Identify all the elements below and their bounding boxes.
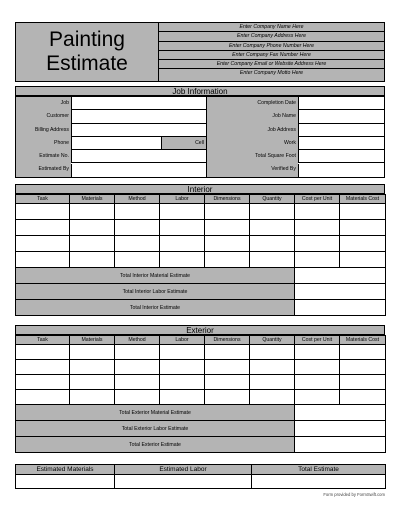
completion-date-input[interactable] bbox=[298, 97, 384, 110]
company-fax-field[interactable]: Enter Company Fax Number Here bbox=[159, 51, 384, 60]
interior-total-labor-row bbox=[16, 284, 386, 300]
table-cell[interactable] bbox=[16, 204, 70, 220]
table-cell[interactable] bbox=[340, 390, 386, 405]
table-cell[interactable] bbox=[250, 220, 295, 236]
interior-col-dimensions: Dimensions bbox=[205, 195, 250, 204]
interior-total-material-row bbox=[16, 268, 386, 284]
table-cell[interactable] bbox=[16, 236, 70, 252]
exterior-col-labor: Labor bbox=[160, 336, 205, 345]
estimated-by-label: Estimated By bbox=[38, 166, 69, 173]
company-motto-field[interactable]: Enter Company Motto Here bbox=[239, 70, 304, 77]
table-cell[interactable] bbox=[70, 390, 115, 405]
table-cell[interactable] bbox=[115, 375, 160, 390]
billing-address-label: Billing Address bbox=[34, 126, 69, 133]
job-input[interactable] bbox=[71, 97, 206, 110]
company-info-box bbox=[159, 22, 385, 82]
table-cell[interactable] bbox=[16, 390, 70, 405]
exterior-col-task: Task bbox=[16, 336, 70, 345]
estimate-no-input[interactable] bbox=[71, 150, 206, 163]
table-row bbox=[16, 390, 386, 405]
table-cell[interactable] bbox=[115, 252, 160, 268]
job-name-label: Job Name bbox=[272, 113, 296, 120]
interior-col-materials: Materials bbox=[70, 195, 115, 204]
total-square-foot-label: Total Square Foot bbox=[255, 153, 296, 160]
verified-by-label: Verified By bbox=[271, 166, 296, 173]
table-row bbox=[16, 375, 386, 390]
interior-col-cost-per-unit: Cost per Unit bbox=[295, 195, 340, 204]
table-cell[interactable] bbox=[205, 375, 250, 390]
exterior-col-cost-per-unit: Cost per Unit bbox=[295, 336, 340, 345]
table-cell[interactable] bbox=[70, 375, 115, 390]
interior-total-material-input[interactable] bbox=[295, 268, 386, 284]
table-cell[interactable] bbox=[160, 360, 205, 375]
table-cell[interactable] bbox=[70, 345, 115, 360]
table-cell[interactable] bbox=[16, 360, 70, 375]
table-cell[interactable] bbox=[70, 360, 115, 375]
title-box bbox=[15, 22, 159, 82]
total-estimate-label: Total Estimate bbox=[252, 465, 386, 475]
table-cell[interactable] bbox=[340, 204, 386, 220]
table-cell[interactable] bbox=[295, 390, 340, 405]
interior-total-labor-label: Total Interior Labor Estimate bbox=[16, 284, 295, 300]
table-cell[interactable] bbox=[16, 220, 70, 236]
work-label: Work bbox=[283, 139, 296, 146]
table-cell[interactable] bbox=[70, 220, 115, 236]
interior-column-headers bbox=[16, 195, 386, 204]
table-cell[interactable] bbox=[160, 345, 205, 360]
table-cell[interactable] bbox=[250, 252, 295, 268]
work-input[interactable] bbox=[298, 137, 384, 150]
total-square-foot-input[interactable] bbox=[298, 150, 384, 163]
table-cell[interactable] bbox=[16, 375, 70, 390]
footer-credit: Form provided by FormSwift.com bbox=[323, 492, 385, 497]
table-cell[interactable] bbox=[115, 204, 160, 220]
table-cell[interactable] bbox=[340, 236, 386, 252]
table-cell[interactable] bbox=[340, 252, 386, 268]
table-cell[interactable] bbox=[115, 360, 160, 375]
interior-heading: Interior bbox=[15, 184, 385, 194]
company-address-field[interactable]: Enter Company Address Here bbox=[159, 32, 384, 41]
table-cell[interactable] bbox=[295, 375, 340, 390]
exterior-col-method: Method bbox=[115, 336, 160, 345]
table-row bbox=[16, 252, 386, 268]
table-cell[interactable] bbox=[115, 390, 160, 405]
interior-total-labor-input[interactable] bbox=[295, 284, 386, 300]
table-cell[interactable] bbox=[70, 252, 115, 268]
estimated-materials-input[interactable] bbox=[16, 475, 115, 489]
table-cell[interactable] bbox=[115, 236, 160, 252]
table-cell[interactable] bbox=[205, 345, 250, 360]
table-cell[interactable] bbox=[160, 236, 205, 252]
table-cell[interactable] bbox=[250, 360, 295, 375]
table-cell[interactable] bbox=[16, 252, 70, 268]
table-row bbox=[16, 345, 386, 360]
exterior-col-materials: Materials bbox=[70, 336, 115, 345]
estimated-materials-label: Estimated Materials bbox=[16, 465, 115, 475]
table-cell[interactable] bbox=[295, 252, 340, 268]
exterior-table bbox=[15, 335, 386, 453]
exterior-total-labor-label: Total Exterior Labor Estimate bbox=[16, 421, 295, 437]
table-cell[interactable] bbox=[250, 236, 295, 252]
estimate-no-label: Estimate No. bbox=[39, 153, 69, 160]
table-cell[interactable] bbox=[340, 375, 386, 390]
exterior-total-input[interactable] bbox=[295, 437, 386, 453]
table-cell[interactable] bbox=[70, 204, 115, 220]
table-cell[interactable] bbox=[205, 220, 250, 236]
table-row bbox=[16, 236, 386, 252]
estimated-labor-input[interactable] bbox=[115, 475, 252, 489]
table-cell[interactable] bbox=[160, 252, 205, 268]
table-cell[interactable] bbox=[205, 252, 250, 268]
table-cell[interactable] bbox=[205, 360, 250, 375]
job-address-label: Job Address bbox=[267, 126, 296, 133]
table-cell[interactable] bbox=[160, 204, 205, 220]
phone-label: Phone bbox=[53, 139, 69, 146]
interior-table bbox=[15, 194, 386, 316]
table-cell[interactable] bbox=[295, 345, 340, 360]
estimated-by-input[interactable] bbox=[71, 164, 206, 178]
table-row bbox=[16, 204, 386, 220]
table-cell[interactable] bbox=[16, 345, 70, 360]
table-row bbox=[16, 220, 386, 236]
exterior-total-labor-row bbox=[16, 421, 386, 437]
title-line-2: Estimate bbox=[46, 52, 128, 75]
interior-col-labor: Labor bbox=[160, 195, 205, 204]
table-cell[interactable] bbox=[295, 220, 340, 236]
verified-by-input[interactable] bbox=[298, 164, 384, 178]
table-cell[interactable] bbox=[340, 345, 386, 360]
table-cell[interactable] bbox=[115, 345, 160, 360]
table-cell[interactable] bbox=[70, 236, 115, 252]
exterior-total-row bbox=[16, 437, 386, 453]
table-cell[interactable] bbox=[205, 390, 250, 405]
table-cell[interactable] bbox=[205, 236, 250, 252]
estimated-labor-label: Estimated Labor bbox=[115, 465, 252, 475]
table-row bbox=[16, 360, 386, 375]
table-cell[interactable] bbox=[160, 390, 205, 405]
exterior-heading: Exterior bbox=[15, 325, 385, 335]
interior-col-materials-cost: Materials Cost bbox=[340, 195, 386, 204]
completion-date-label: Completion Date bbox=[257, 100, 296, 106]
summary-table bbox=[15, 464, 386, 489]
exterior-total-label: Total Exterior Estimate bbox=[16, 437, 295, 453]
interior-total-label: Total Interior Estimate bbox=[16, 300, 295, 316]
table-cell[interactable] bbox=[295, 236, 340, 252]
company-phone-field[interactable]: Enter Company Phone Number Here bbox=[159, 42, 384, 51]
customer-label: Customer bbox=[46, 113, 69, 120]
interior-total-material-label: Total Interior Material Estimate bbox=[16, 268, 295, 284]
billing-address-input[interactable] bbox=[71, 124, 206, 137]
table-cell[interactable] bbox=[250, 375, 295, 390]
exterior-column-headers bbox=[16, 336, 386, 345]
job-info-section bbox=[15, 96, 385, 178]
exterior-total-material-label: Total Exterior Material Estimate bbox=[16, 405, 295, 421]
company-name-field[interactable]: Enter Company Name Here bbox=[159, 23, 384, 32]
interior-col-task: Task bbox=[16, 195, 70, 204]
customer-input[interactable] bbox=[71, 110, 206, 123]
exterior-col-quantity: Quantity bbox=[250, 336, 295, 345]
table-cell[interactable] bbox=[250, 204, 295, 220]
table-cell[interactable] bbox=[340, 360, 386, 375]
table-cell[interactable] bbox=[160, 375, 205, 390]
interior-col-method: Method bbox=[115, 195, 160, 204]
exterior-col-dimensions: Dimensions bbox=[205, 336, 250, 345]
exterior-total-material-input[interactable] bbox=[295, 405, 386, 421]
table-cell[interactable] bbox=[295, 360, 340, 375]
table-cell[interactable] bbox=[340, 220, 386, 236]
summary-input-row bbox=[16, 475, 386, 489]
table-cell[interactable] bbox=[295, 204, 340, 220]
company-email-field[interactable]: Enter Company Email or Website Address Here bbox=[159, 60, 384, 69]
job-name-input[interactable] bbox=[298, 110, 384, 123]
job-info-heading: Job Information bbox=[15, 86, 385, 96]
cell-label: Cell bbox=[161, 137, 206, 150]
total-estimate-input[interactable] bbox=[252, 475, 386, 489]
table-cell[interactable] bbox=[160, 220, 205, 236]
job-right-labels bbox=[206, 97, 298, 177]
interior-total-row bbox=[16, 300, 386, 316]
exterior-total-labor-input[interactable] bbox=[295, 421, 386, 437]
title-line-1: Painting bbox=[49, 28, 125, 51]
table-cell[interactable] bbox=[250, 390, 295, 405]
job-left-labels bbox=[16, 97, 71, 177]
phone-input[interactable] bbox=[71, 137, 161, 150]
table-cell[interactable] bbox=[205, 204, 250, 220]
interior-total-input[interactable] bbox=[295, 300, 386, 316]
exterior-total-material-row bbox=[16, 405, 386, 421]
interior-col-quantity: Quantity bbox=[250, 195, 295, 204]
exterior-col-materials-cost: Materials Cost bbox=[340, 336, 386, 345]
job-address-input[interactable] bbox=[298, 124, 384, 137]
table-cell[interactable] bbox=[250, 345, 295, 360]
summary-header-row bbox=[16, 465, 386, 475]
job-label: Job bbox=[60, 100, 69, 106]
table-cell[interactable] bbox=[115, 220, 160, 236]
